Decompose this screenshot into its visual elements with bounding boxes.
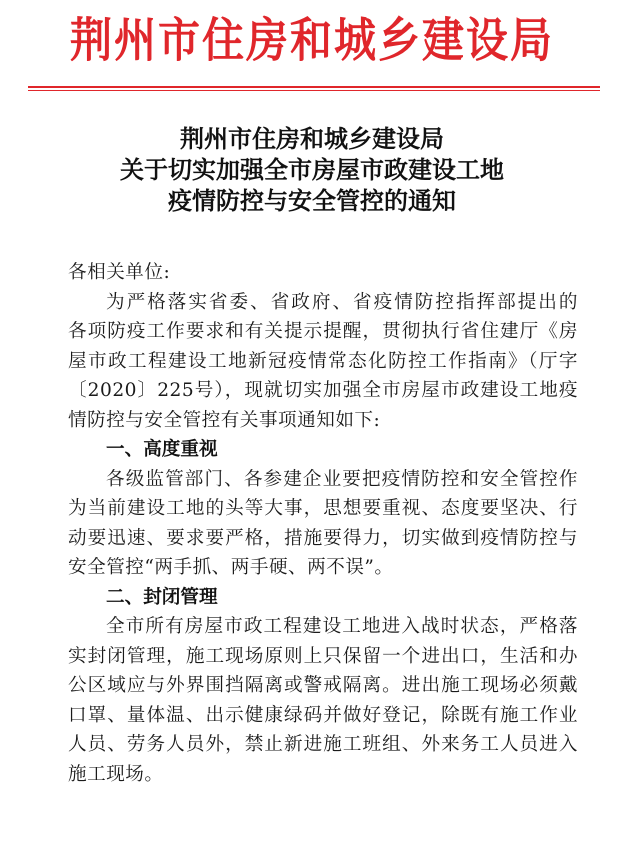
intro-line-1: 为严格落实省委、省政府、省疫情防控指挥部提出的 bbox=[106, 291, 578, 313]
section-2-line-2: 实封闭管理，施工现场原则上只保留一个进出口，生活和办 bbox=[68, 645, 578, 667]
intro-line-5: 情防控与安全管控有关事项通知如下: bbox=[68, 409, 381, 431]
section-1-line-1: 各级监管部门、各参建企业要把疫情防控和安全管控作 bbox=[106, 468, 578, 490]
title-line-2: 关于切实加强全市房屋市政建设工地 bbox=[120, 156, 504, 184]
letterhead-rule-thin bbox=[28, 90, 600, 91]
letterhead-rule-thick bbox=[28, 86, 600, 88]
intro-line-3: 屋市政工程建设工地新冠疫情常态化防控工作指南》（厅字 bbox=[68, 350, 578, 372]
section-1-line-4: 安全管控“两手抓、两手硬、两不误”。 bbox=[68, 557, 394, 578]
document-body bbox=[68, 258, 578, 789]
title-line-3: 疫情防控与安全管控的通知 bbox=[168, 187, 456, 215]
title-line-1: 荆州市住房和城乡建设局 bbox=[180, 125, 444, 153]
intro-line-4: 〔2020〕225号），现就切实加强全市房屋市政建设工地疫 bbox=[68, 380, 578, 401]
letterhead-title: 荆州市住房和城乡建设局 bbox=[69, 13, 554, 68]
section-2-line-1: 全市所有房屋市政工程建设工地进入战时状态，严格落 bbox=[106, 616, 578, 637]
section-1-line-2: 为当前建设工地的头等大事，思想要重视、态度要坚决、行 bbox=[68, 498, 578, 519]
section-2-heading: 二、封闭管理 bbox=[106, 586, 218, 608]
intro-line-2: 各项防疫工作要求和有关提示提醒，贯彻执行省住建厅《房 bbox=[68, 321, 578, 342]
section-2-line-6: 施工现场。 bbox=[68, 763, 164, 785]
salutation: 各相关单位: bbox=[68, 262, 171, 283]
section-1-heading: 一、高度重视 bbox=[106, 439, 218, 460]
section-1-line-3: 动要迅速、要求要严格，措施要得力，切实做到疫情防控与 bbox=[68, 527, 578, 549]
section-2-line-3: 公区域应与外界围挡隔离或警戒隔离。进出施工现场必须戴 bbox=[68, 675, 578, 696]
document-title bbox=[0, 124, 624, 217]
section-2-line-4: 口罩、量体温、出示健康绿码并做好登记，除既有施工作业 bbox=[68, 704, 578, 726]
section-2-line-5: 人员、劳务人员外，禁止新进施工班组、外来务工人员进入 bbox=[68, 734, 578, 755]
